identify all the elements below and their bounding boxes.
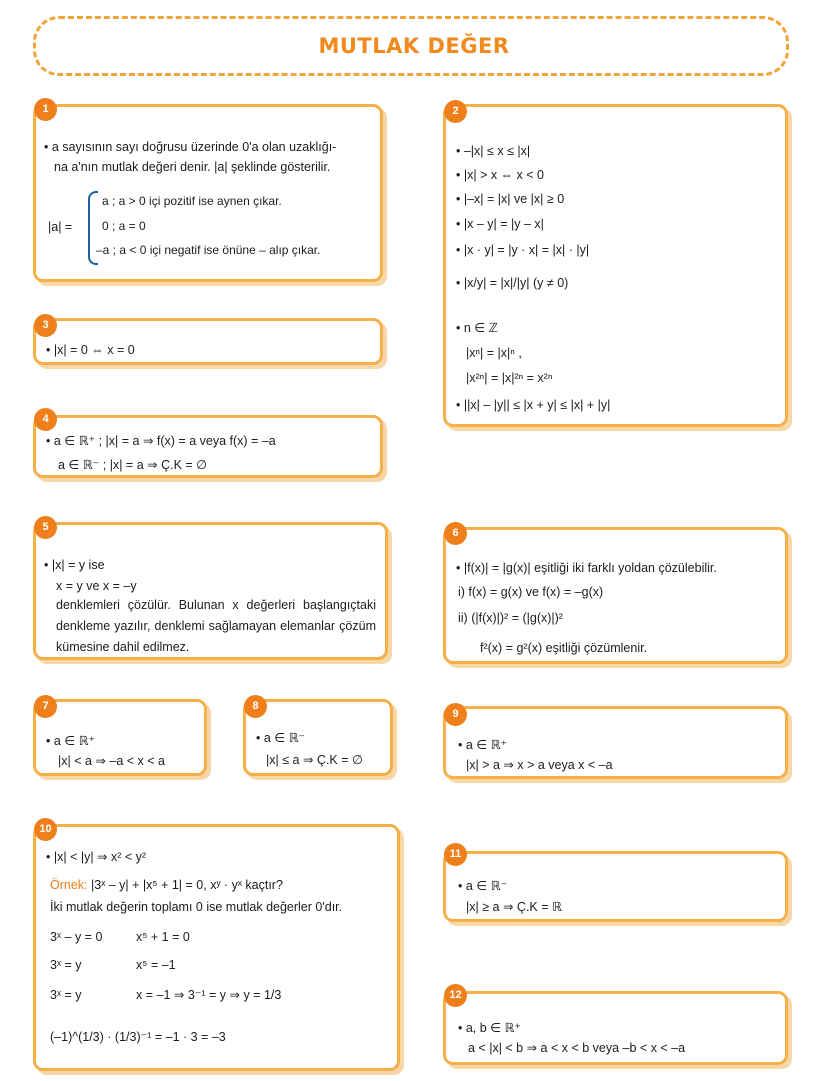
- card-6: [443, 527, 788, 664]
- card-8-number-badge: 8: [244, 695, 267, 718]
- card-10-row-1a: 3ˣ – y = 0: [50, 930, 103, 944]
- card-1-case-2: 0 ; a = 0: [102, 219, 146, 233]
- card-4-line-1: • a ∈ ℝ⁺ ; |x| = a ⇒ f(x) = a veya f(x) = –a: [46, 434, 276, 448]
- card-3-number-badge: 3: [34, 314, 57, 337]
- card-2-line-6: • |x/y| = |x|/|y| (y ≠ 0): [456, 276, 569, 290]
- card-4-line-2: a ∈ ℝ⁻ ; |x| = a ⇒ Ç.K = ∅: [58, 458, 208, 472]
- card-5: [33, 522, 388, 660]
- card-11-line-1: • a ∈ ℝ⁻: [458, 879, 508, 893]
- card-1-lhs: |a| =: [48, 220, 73, 234]
- card-1: [33, 104, 383, 282]
- card-9-line-1: • a ∈ ℝ⁺: [458, 738, 508, 752]
- card-10: [33, 824, 400, 1071]
- card-1-number-badge: 1: [34, 98, 57, 121]
- card-10-row-1b: x⁵ + 1 = 0: [136, 930, 190, 944]
- example-text: |3ˣ – y| + |x⁵ + 1| = 0, xʸ · yˣ kaçtır?: [87, 878, 283, 892]
- card-4: [33, 415, 383, 478]
- card-10-example: [50, 879, 283, 892]
- card-12-line-2: a < |x| < b ⇒ a < x < b veya –b < x < –a: [468, 1041, 686, 1055]
- card-2-number-badge: 2: [444, 100, 467, 123]
- card-6-line-4: f²(x) = g²(x) eşitliği çözümlenir.: [480, 641, 648, 655]
- card-4-number-badge: 4: [34, 408, 57, 431]
- card-8-line-2: |x| ≤ a ⇒ Ç.K = ∅: [266, 753, 363, 767]
- card-10-line-3: İki mutlak değerin toplamı 0 ise mutlak değerler 0'dır.: [50, 900, 343, 914]
- page-title: MUTLAK DEĞER: [318, 34, 510, 58]
- card-1-case-3: –a ; a < 0 içi negatif ise önüne – alıp çıkar.: [96, 243, 321, 257]
- card-10-row-2a: 3ˣ = y: [50, 958, 82, 972]
- card-6-number-badge: 6: [444, 522, 467, 545]
- card-2-line-4: • |x – y| = |y – x|: [456, 217, 544, 231]
- card-9-number-badge: 9: [444, 703, 467, 726]
- card-3-line-1: • |x| = 0 ⇔ x = 0: [46, 343, 135, 357]
- card-1-case-1: a ; a > 0 içi pozitif ise aynen çıkar.: [102, 194, 282, 208]
- card-11: [443, 851, 788, 922]
- card-2-line-7: • n ∈ ℤ: [456, 321, 498, 335]
- card-7-line-1: • a ∈ ℝ⁺: [46, 734, 96, 748]
- example-label: Örnek:: [50, 878, 88, 892]
- card-3: [33, 318, 383, 365]
- card-6-line-1: • |f(x)| = |g(x)| eşitliği iki farklı yoldan çözülebilir.: [456, 561, 717, 575]
- card-12-line-1: • a, b ∈ ℝ⁺: [458, 1021, 522, 1035]
- card-1-line-1: • a sayısının sayı doğrusu üzerinde 0'a olan uzaklığı-: [44, 140, 337, 154]
- card-10-line-1: • |x| < |y| ⇒ x² < y²: [46, 850, 147, 864]
- card-11-line-2: |x| ≥ a ⇒ Ç.K = ℝ: [466, 900, 562, 914]
- card-7-line-2: |x| < a ⇒ –a < x < a: [58, 754, 165, 768]
- card-5-line-1: • |x| = y ise: [44, 558, 105, 572]
- card-9: [443, 706, 788, 779]
- card-10-row-3b: x = –1 ⇒ 3⁻¹ = y ⇒ y = 1/3: [136, 988, 282, 1002]
- card-12-number-badge: 12: [444, 984, 467, 1007]
- card-10-row-3a: 3ˣ = y: [50, 988, 82, 1002]
- card-10-number-badge: 10: [34, 818, 57, 841]
- card-2: [443, 104, 788, 427]
- card-5-line-2: x = y ve x = –y: [56, 579, 137, 593]
- card-11-number-badge: 11: [444, 843, 467, 866]
- card-2-line-2: • |x| > x ⇔ x < 0: [456, 168, 544, 182]
- card-2-line-9: |x²ⁿ| = |x|²ⁿ = x²ⁿ: [466, 371, 553, 385]
- card-8-line-1: • a ∈ ℝ⁻: [256, 731, 306, 745]
- card-5-paragraph: denklemleri çözülür. Bulunan x değerleri başlangıçtaki denkleme yazılır, denklemi sağlamayan elemanlar çözüm kümesine dahil edilmez.: [56, 598, 376, 654]
- card-6-line-3: ii) (|f(x)|)² = (|g(x)|)²: [458, 611, 563, 625]
- card-2-line-8: |xⁿ| = |x|ⁿ ,: [466, 346, 522, 360]
- card-6-line-2: i) f(x) = g(x) ve f(x) = –g(x): [458, 585, 604, 599]
- card-1-line-2: na a'nın mutlak değeri denir. |a| şeklinde gösterilir.: [54, 160, 331, 174]
- card-2-line-1: • –|x| ≤ x ≤ |x|: [456, 144, 531, 158]
- card-10-row-4: (–1)^(1/3) · (1/3)⁻¹ = –1 · 3 = –3: [50, 1030, 226, 1044]
- card-7-number-badge: 7: [34, 695, 57, 718]
- card-7: [33, 699, 207, 776]
- card-10-row-2b: x⁵ = –1: [136, 958, 176, 972]
- card-2-line-10: • ||x| – |y|| ≤ |x + y| ≤ |x| + |y|: [456, 398, 611, 412]
- card-2-line-5: • |x · y| = |y · x| = |x| · |y|: [456, 243, 590, 257]
- card-9-line-2: |x| > a ⇒ x > a veya x < –a: [466, 758, 613, 772]
- card-5-number-badge: 5: [34, 516, 57, 539]
- card-2-line-3: • |–x| = |x| ve |x| ≥ 0: [456, 192, 565, 206]
- card-12: [443, 991, 788, 1065]
